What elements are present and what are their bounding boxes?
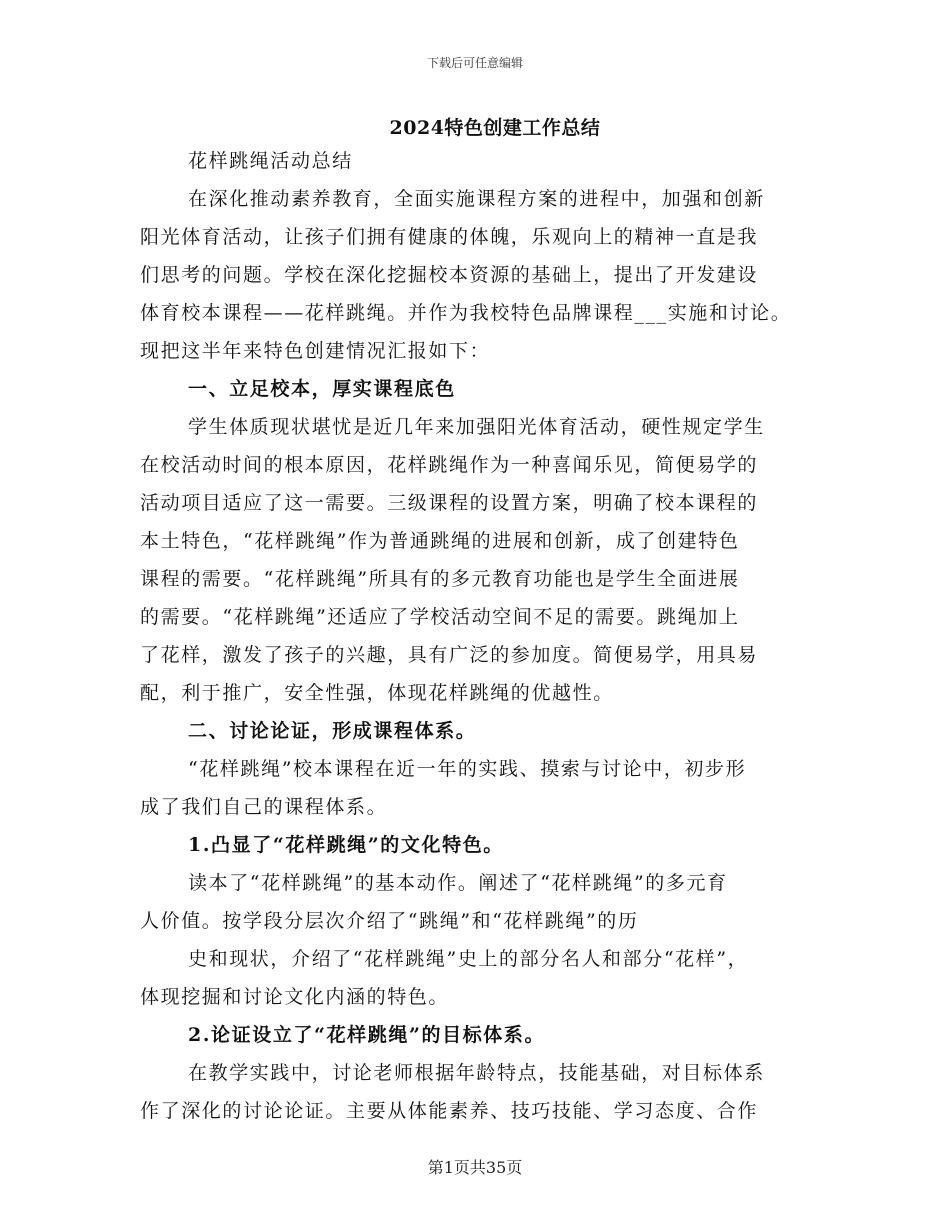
paragraph-line: 在教学实践中，讨论老师根据年龄特点，技能基础，对目标体系 — [188, 1062, 765, 1084]
paragraph-line: 现把这半年来特色创建情况汇报如下： — [140, 340, 491, 362]
paragraph-line: 本土特色，“花样跳绳”作为普通跳绳的进展和创新，成了创建特色 — [140, 530, 740, 552]
paragraph-line: 作了深化的讨论论证。主要从体能素养、技巧技能、学习态度、合作 — [140, 1100, 759, 1122]
paragraph-line: 读本了“花样跳绳”的基本动作。阐述了“花样跳绳”的多元育 — [188, 872, 728, 894]
document-body — [140, 142, 830, 1130]
paragraph-line: 在深化推动素养教育，全面实施课程方案的进程中，加强和创新 — [188, 188, 765, 210]
paragraph-line: 的需要。“花样跳绳”还适应了学校活动空间不足的需要。跳绳加上 — [140, 606, 740, 628]
paragraph-line: 成了我们自己的课程体系。 — [140, 796, 388, 818]
subsection-heading-1: 1.凸显了“花样跳绳”的文化特色。 — [188, 834, 504, 856]
paragraph-line: 体育校本课程——花样跳绳。并作为我校特色品牌课程___实施和讨论。 — [140, 302, 792, 324]
paragraph-line: 史和现状，介绍了“花样跳绳”史上的部分名人和部分“花样”， — [188, 948, 749, 970]
paragraph-line: 们思考的问题。学校在深化挖掘校本资源的基础上，提出了开发建设 — [140, 264, 759, 286]
document-title: 2024特色创建工作总结 — [389, 117, 601, 139]
paragraph-line: 课程的需要。“花样跳绳”所具有的多元教育功能也是学生全面进展 — [140, 568, 740, 590]
paragraph-line: 学生体质现状堪忧是近几年来加强阳光体育活动，硬性规定学生 — [188, 416, 765, 438]
subtitle-line: 花样跳绳活动总结 — [188, 150, 353, 172]
paragraph-line: 活动项目适应了这一需要。三级课程的设置方案，明确了校本课程的 — [140, 492, 759, 514]
section-heading-1: 一、立足校本，厚实课程底色 — [188, 378, 456, 400]
paragraph-line: 阳光体育活动，让孩子们拥有健康的体魄，乐观向上的精神一直是我 — [140, 226, 759, 248]
paragraph-line: 人价值。按学段分层次介绍了“跳绳”和“花样跳绳”的历 — [140, 910, 639, 932]
paragraph-line: “花样跳绳”校本课程在近一年的实践、摸索与讨论中，初步形 — [188, 758, 747, 780]
subsection-heading-2: 2.论证设立了“花样跳绳”的目标体系。 — [188, 1024, 546, 1046]
paragraph-line: 了花样，激发了孩子的兴趣，具有广泛的参加度。简便易学，用具易 — [140, 644, 759, 666]
paragraph-line: 配，利于推广，安全性强，体现花样跳绳的优越性。 — [140, 682, 614, 704]
section-heading-2: 二、讨论论证，形成课程体系。 — [188, 720, 477, 742]
paragraph-line: 体现挖掘和讨论文化内涵的特色。 — [140, 986, 450, 1008]
paragraph-line: 在校活动时间的根本原因，花样跳绳作为一种喜闻乐见，简便易学的 — [140, 454, 759, 476]
page-header-note: 下载后可任意编辑 — [426, 56, 523, 70]
page-number-footer: 第1页共35页 — [427, 1158, 523, 1177]
